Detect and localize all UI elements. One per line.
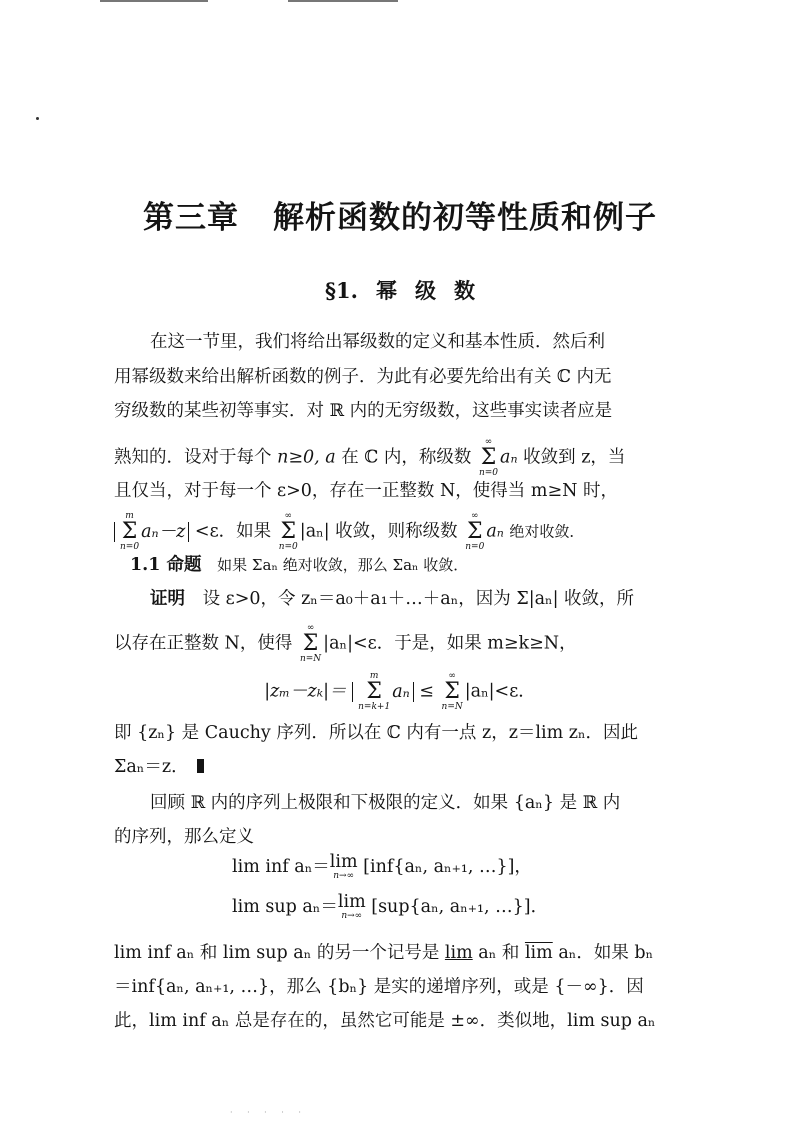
paragraph-line: ＝inf{aₙ, aₙ₊₁, …}，那么 {bₙ} 是实的递增序列，或是 {－∞}．因 bbox=[114, 977, 644, 997]
chapter-number: 第三章 bbox=[143, 200, 239, 236]
summation-symbol: ∞ Σ n=0 bbox=[478, 437, 499, 478]
proposition-label: 1.1 命题 bbox=[130, 555, 202, 575]
scan-artifact-line bbox=[288, 0, 398, 2]
summation-symbol: ∞ Σ n=N bbox=[299, 623, 322, 664]
paragraph-line: 用幂级数来给出解析函数的例子．为此有必要先给出有关 ℂ 内无 bbox=[114, 367, 612, 387]
paragraph-line: 熟知的．设对于每个 n≥0, a 在 ℂ 内，称级数 ∞ Σ n=0 aₙ 收敛到 z，当 bbox=[114, 437, 626, 478]
proof-line: 证明 设 ε>0，令 zₙ＝a₀＋a₁＋…＋aₙ，因为 Σ|aₙ| 收敛，所 bbox=[150, 589, 635, 609]
paragraph-line: 且仅当，对于每一个 ε>0，存在一正整数 N，使得当 m≥N 时， bbox=[114, 481, 618, 501]
paragraph-line: 的序列，那么定义 bbox=[114, 827, 254, 847]
proof-line: Σaₙ＝z． bbox=[114, 754, 689, 780]
display-equation: |zₘ－zₖ|＝ m Σ n=k+1 aₙ ≤ ∞ Σ n=N |aₙ|<ε． bbox=[264, 671, 536, 712]
paragraph-line: 穷级数的某些初等事实．对 ℝ 内的无穷级数，这些事实读者应是 bbox=[114, 401, 613, 421]
paragraph-line: lim inf aₙ 和 lim sup aₙ 的另一个记号是 lim aₙ 和 $\overline{lim}$ aₙ．如果 bₙ bbox=[114, 943, 654, 963]
proof-line: 即 {zₙ} 是 Cauchy 序列．所以在 ℂ 内有一点 z，z＝lim zₙ．因此 bbox=[114, 723, 639, 743]
qed-symbol bbox=[197, 759, 204, 773]
chapter-title bbox=[0, 192, 800, 237]
section-title: §1. 幂 级 数 bbox=[325, 278, 475, 303]
summation-symbol: ∞ Σ n=0 bbox=[465, 511, 485, 552]
proposition bbox=[130, 552, 705, 578]
summation-symbol: ∞ Σ n=0 bbox=[278, 511, 298, 552]
summation-symbol: ∞ Σ n=N bbox=[441, 671, 463, 712]
chapter-name: 解析函数的初等性质和例子 bbox=[273, 200, 657, 236]
display-equation: lim inf aₙ＝ lim n→∞ [inf{aₙ, aₙ₊₁, …}]， bbox=[232, 852, 532, 882]
paragraph-line: m Σ n=0 aₙ－z <ε．如果 ∞ Σ n=0 |aₙ| 收敛，则称级数 ∞ Σ n=0 aₙ 绝对收敛． bbox=[114, 512, 689, 552]
section-number: §1. bbox=[325, 278, 358, 303]
paragraph-line: 此，lim inf aₙ 总是存在的，虽然它可能是 ±∞．类似地，lim sup aₙ bbox=[114, 1011, 656, 1031]
scan-artifact-line bbox=[100, 0, 208, 2]
paragraph-line: 在这一节里，我们将给出幂级数的定义和基本性质．然后利 bbox=[150, 332, 605, 352]
absolute-value: m Σ n=0 aₙ－z bbox=[114, 522, 189, 542]
proof-label: 证明 bbox=[150, 589, 185, 609]
proof-line: 以存在正整数 N，使得 ∞ Σ n=N |aₙ|<ε．于是，如果 m≥k≥N， bbox=[114, 623, 577, 664]
display-equation: lim sup aₙ＝ lim n→∞ [sup{aₙ, aₙ₊₁, …}]． bbox=[232, 892, 549, 922]
proposition-text: 如果 Σaₙ 绝对收敛，那么 Σaₙ 收敛． bbox=[217, 556, 469, 574]
paragraph-line: 回顾 ℝ 内的序列上极限和下极限的定义．如果 {aₙ} 是 ℝ 内 bbox=[150, 793, 621, 813]
scan-artifact-dot bbox=[36, 117, 39, 120]
scan-artifact-footer: · · · · · bbox=[230, 1108, 307, 1117]
